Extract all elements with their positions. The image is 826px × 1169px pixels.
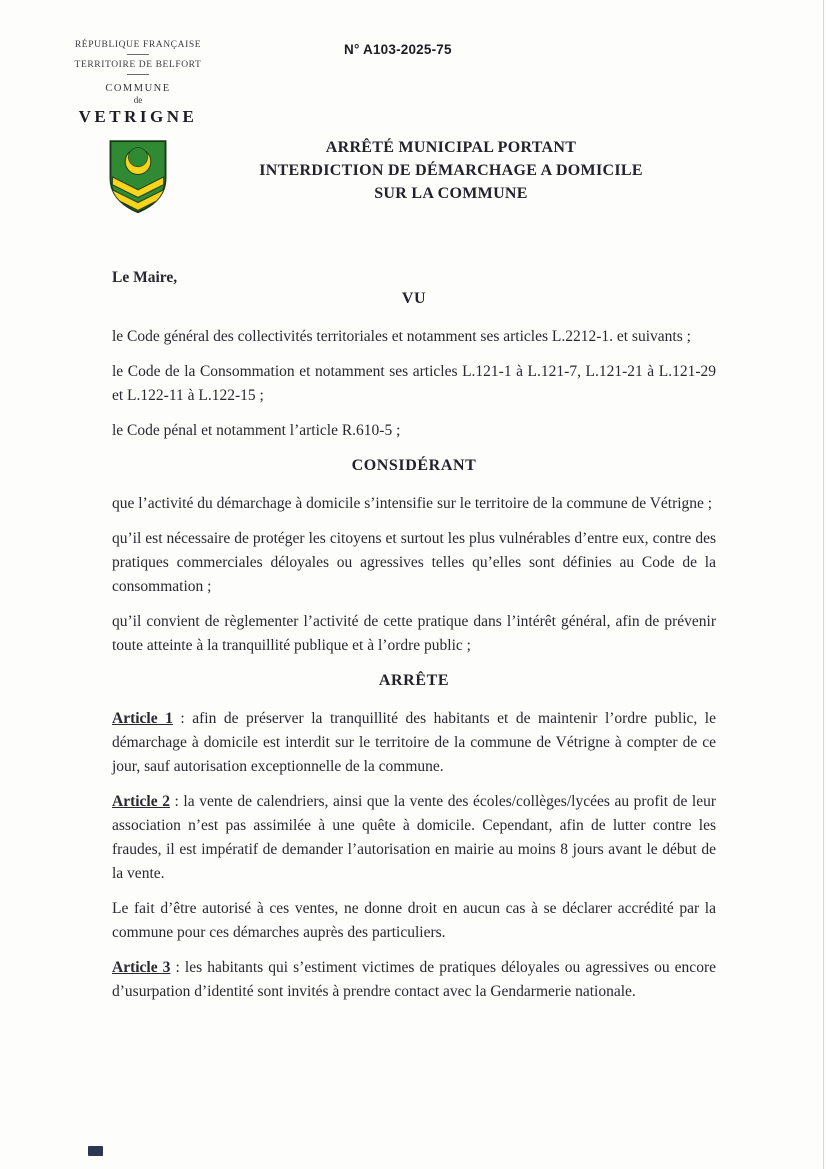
article-2-text: : la vente de calendriers, ainsi que la vente des écoles/collèges/lycées au profit de leur association n’est pas assimilée à une quête à domicile. Cependant, afin de lutter contre les fraudes, il est impératif de demander l’autorisation en mairie au moins 8 jours avant le début de la vente. (112, 793, 717, 882)
salutation: Le Maire, (112, 269, 178, 286)
letterhead-divider (127, 74, 149, 75)
vu-item: le Code de la Consommation et notamment ses articles L.121-1 à L.121-7, L.121-21 à L.121-29 et L.122-11 à L.122-15 ; (112, 363, 716, 404)
document-reference: N° A103-2025-75 (344, 42, 452, 57)
republic-label: RÉPUBLIQUE FRANÇAISE (74, 40, 202, 50)
vu-heading: VU (401, 290, 427, 307)
article-2-label: Article 2 (112, 793, 170, 810)
title-line-3: SUR LA COMMUNE (374, 185, 528, 202)
article-1-text: : afin de préserver la tranquillité des habitants et de maintenir l’ordre public, le démarchage à domicile est interdit sur le territoire de la commune de Vétrigne à compter de ce jour, sauf autorisation exceptionnelle de la commune. (112, 710, 716, 775)
article-2 (112, 790, 716, 886)
considerant-item: qu’il est nécessaire de protéger les citoyens et surtout les plus vulnérables d’entre eux, contre des pratiques commerciales déloyales ou agressives telles qu’elles sont définies au Code de la consommation ; (112, 530, 716, 595)
vu-item: le Code général des collectivités territoriales et notamment ses articles L.2212-1. et suivants ; (112, 328, 691, 345)
considerant-item: qu’il convient de règlementer l’activité de cette pratique dans l’intérêt général, afin de prévenir toute atteinte à la tranquillité publique et à l’ordre public ; (112, 613, 716, 654)
commune-de-label: de (133, 95, 143, 105)
article-3-text: : les habitants qui s’estiment victimes de pratiques déloyales ou agressives ou encore d’usurpation d’identité sont invités à prendre contact avec la Gendarmerie nationale. (112, 959, 716, 1000)
article-3 (112, 956, 716, 1004)
scan-artifact (88, 1146, 103, 1156)
title-line-1: ARRÊTÉ MUNICIPAL PORTANT (325, 139, 577, 156)
document-title (186, 136, 716, 205)
crescent-inner (128, 148, 147, 167)
arrete-heading: ARRÊTE (378, 672, 450, 689)
article-3-label: Article 3 (112, 959, 171, 976)
commune-label: COMMUNE (105, 83, 171, 94)
commune-name: VETRIGNE (78, 107, 198, 126)
article-1-label: Article 1 (112, 710, 173, 727)
territory-label: TERRITOIRE DE BELFORT (74, 60, 202, 70)
vu-item: le Code pénal et notamment l’article R.610-5 ; (112, 422, 401, 439)
article-2-note: Le fait d’être autorisé à ces ventes, ne donne droit en aucun cas à se déclarer accrédité par la commune pour ces démarches auprès des particuliers. (112, 900, 716, 941)
letterhead-divider (127, 54, 149, 55)
document-body (112, 266, 716, 1015)
title-line-2: INTERDICTION DE DÉMARCHAGE A DOMICILE (259, 162, 643, 179)
article-1 (112, 707, 716, 779)
considerant-item: que l’activité du démarchage à domicile s’intensifie sur le territoire de la commune de Vétrigne ; (112, 495, 713, 512)
coat-of-arms (106, 136, 170, 218)
considerant-heading: CONSIDÉRANT (351, 457, 477, 474)
